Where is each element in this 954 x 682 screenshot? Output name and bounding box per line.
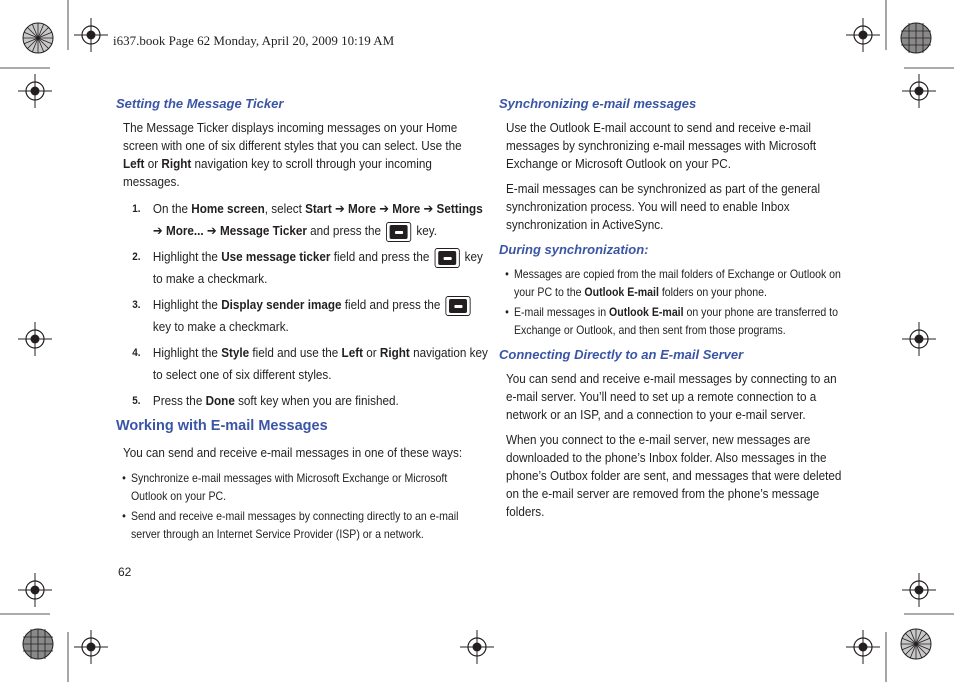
- page-number: 62: [118, 565, 132, 579]
- bullet-item: • E-mail messages in Outlook E-mail on your phone are transferred to Exchange or Outlook, and then sent from those programs.: [499, 303, 857, 339]
- step-number: 3.: [132, 299, 141, 311]
- ticker-heading: Setting the Message Ticker: [116, 96, 284, 111]
- bullet-item: • Synchronize e-mail messages with Microsoft Exchange or Microsoft Outlook on your PC.: [116, 469, 474, 505]
- sync-heading: Synchronizing e-mail messages: [499, 96, 697, 111]
- step-item: 1. On the Home screen, select Start ➔ More ➔ More ➔ Settings ➔ More... ➔ Message Ticker and press the key.: [116, 198, 490, 242]
- step-number: 2.: [132, 251, 141, 263]
- ui-term: Right: [161, 156, 192, 171]
- page-header: i637.book Page 62 Monday, April 20, 2009 10:19 AM: [113, 33, 395, 48]
- bullet-item: • Messages are copied from the mail folders of Exchange or Outlook on your PC to the Outlook E-mail folders on your phone.: [499, 265, 857, 301]
- ok-key-icon: [445, 296, 470, 316]
- email-heading: Working with E-mail Messages: [116, 418, 328, 434]
- ui-term: Left: [123, 156, 145, 171]
- step-item: 3. Highlight the Display sender image field and press the key to make a checkmark.: [116, 294, 490, 338]
- step-item: 5. Press the Done soft key when you are finished.: [116, 390, 490, 412]
- step-number: 1.: [132, 203, 141, 215]
- ticker-intro: The Message Ticker displays incoming messages on your Home screen with one of six different styles that you can select. Use the Left or Right navigation key to scroll through your incoming messages.: [123, 120, 462, 189]
- step-number: 4.: [132, 347, 141, 359]
- left-column: [116, 96, 488, 551]
- ticker-steps: [116, 198, 488, 412]
- step-item: 4. Highlight the Style field and use the Left or Right navigation key to select one of six different styles.: [116, 342, 490, 386]
- connect-paragraph-1: You can send and receive e-mail messages by connecting to an e-mail server. You’ll need to set up a remote connection to a network or an ISP, and a connection to your e-mail server.: [506, 371, 837, 422]
- right-column: [499, 96, 849, 528]
- during-sync-bullets: [499, 265, 849, 339]
- ui-term: Outlook E-mail: [609, 305, 684, 319]
- ok-key-icon: [434, 248, 459, 268]
- ui-term: Display sender image: [221, 297, 342, 312]
- email-bullets: [116, 469, 472, 543]
- sync-paragraph-2: E-mail messages can be synchronized as part of the general synchronization process. You will need to enable Inbox synchronization in ActiveSync.: [506, 181, 821, 232]
- connect-paragraph-2: When you connect to the e-mail server, new messages are downloaded to the phone’s Inbox folder. Also messages in the phone’s Outbox folder are sent, and messages that were deleted on the e-mail server are removed from the phone’s message folders.: [506, 432, 842, 519]
- ui-term: Outlook E-mail: [584, 285, 659, 299]
- sync-paragraph-1: Use the Outlook E-mail account to send and receive e-mail messages by synchronizing e-mail messages with Microsoft Exchange or Microsoft Outlook on your PC.: [506, 120, 817, 171]
- during-sync-heading: During synchronization:: [499, 242, 649, 257]
- ui-term: Home screen: [191, 201, 265, 216]
- ui-term: Done: [205, 393, 235, 408]
- ui-term: Right: [379, 345, 410, 360]
- step-number: 5.: [132, 395, 141, 407]
- ui-term: Start ➔ More ➔ More ➔ Settings ➔ More... ➔ Message Ticker: [152, 201, 483, 238]
- bullet-item: • Send and receive e-mail messages by connecting directly to an e-mail server through an Internet Service Provider (ISP) or a network.: [116, 507, 474, 543]
- ui-term: Use message ticker: [221, 249, 331, 264]
- step-item: 2. Highlight the Use message ticker field and press the key to make a checkmark.: [116, 246, 490, 290]
- ok-key-icon: [386, 222, 411, 242]
- ui-term: Left: [341, 345, 364, 360]
- email-intro: You can send and receive e-mail messages in one of these ways:: [123, 445, 463, 460]
- ui-term: Style: [221, 345, 250, 360]
- connect-heading: Connecting Directly to an E-mail Server: [499, 347, 744, 362]
